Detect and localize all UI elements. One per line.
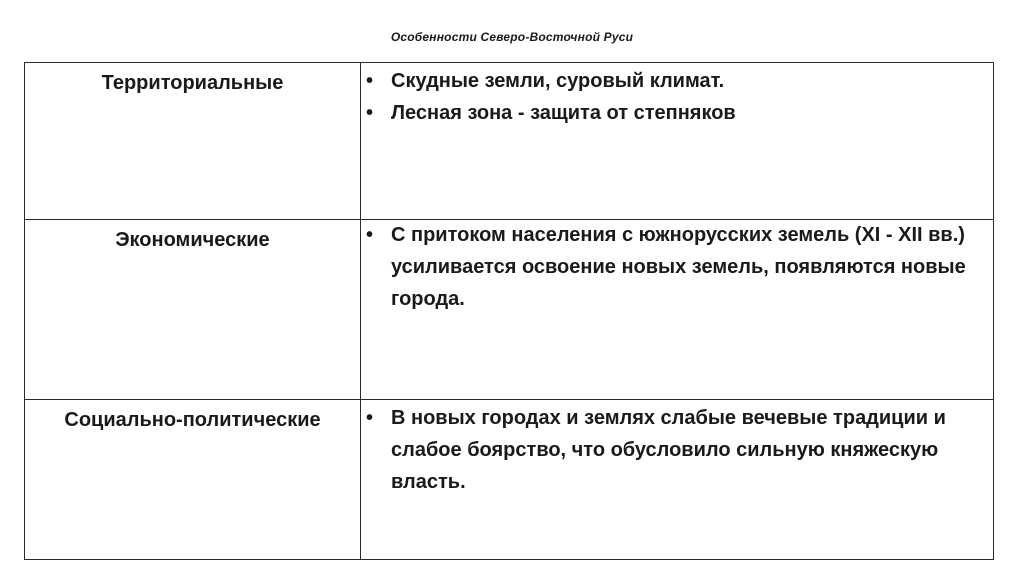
description-cell (361, 220, 994, 400)
description-cell (361, 63, 994, 220)
category-cell: Социально-политические (25, 400, 361, 560)
bullet-item: • В новых городах и землях слабые вечевые традиции и слабое боярство, что обусловило сильную княжескую власть. (361, 402, 985, 498)
bullet-list (361, 65, 985, 129)
slide-title: Особенности Северо-Восточной Руси (390, 30, 634, 44)
description-cell (361, 400, 994, 560)
bullet-item: • С притоком населения с южнорусских земель (XI - XII вв.) усиливается освоение новых земель, появляются новые города. (361, 219, 985, 315)
category-cell: Территориальные (25, 63, 361, 220)
category-cell: Экономические (25, 220, 361, 400)
bullet-list (361, 402, 985, 498)
bullet-item: • Лесная зона - защита от степняков (361, 97, 985, 129)
table-row-economic (25, 220, 994, 400)
table-row-sociopolitical (25, 400, 994, 560)
table-row-territorial (25, 63, 994, 220)
bullet-list (361, 219, 985, 315)
bullet-item: • Скудные земли, суровый климат. (361, 65, 985, 97)
features-table (24, 62, 994, 560)
